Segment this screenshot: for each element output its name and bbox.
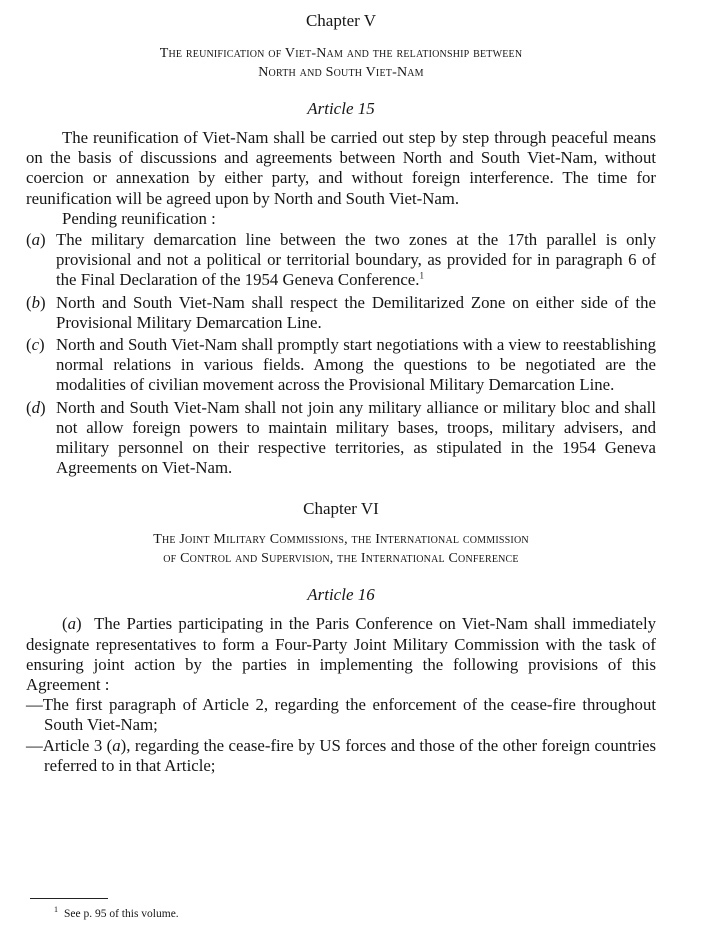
- dash-item-text-start: Article 3 (: [42, 735, 113, 755]
- article-15-heading: Article 15: [307, 99, 375, 118]
- chapter-6-heading: Chapter VI: [303, 499, 379, 519]
- paragraph-text: The Parties participating in the Paris Conference on Viet-Nam shall immediately designate representatives to form a Four-Party Joint Military Commission with the task of ensuring joint action by the parties in implementing the following provisions of this Agreement :: [26, 614, 657, 695]
- article-15-pending: Pending reunification :: [62, 208, 216, 228]
- footnote-text: See p. 95 of this volume.: [64, 908, 179, 920]
- chapter-6-title-line-1: The Joint Military Commissions, the International commission: [153, 532, 529, 548]
- chapter-5-title-line-1: The reunification of Viet-Nam and the relationship between: [159, 46, 523, 61]
- article-16-heading: Article 16: [307, 585, 375, 605]
- document-page: [26, 10, 656, 776]
- chapter-5-heading: Chapter V: [305, 11, 377, 30]
- article-15-item-b: [26, 293, 656, 333]
- dash-item-label: a: [112, 735, 121, 755]
- item-label: (a): [26, 230, 46, 250]
- footnote-mark: 1: [54, 905, 58, 915]
- article-16-dash-item-1: —The first paragraph of Article 2, regarding the enforcement of the cease-fire throughout South Viet-Nam;: [26, 695, 656, 735]
- item-label: (b): [26, 292, 46, 312]
- article-15-item-c: [26, 335, 656, 396]
- article-15-item-d: [26, 398, 656, 479]
- item-text: North and South Viet-Nam shall promptly start negotiations with a view to reestablishing normal relations in various fields. Among the questions to be negotiated are the modalities of civilian movement across the Provisional Military Demarcation Line.: [56, 335, 656, 395]
- dash-item-text: The first paragraph of Article 2, regarding the enforcement of the cease-fire throughout South Viet-Nam;: [42, 695, 656, 735]
- chapter-6-title-line-2: of Control and Supervision, the International Conference: [163, 551, 519, 567]
- article-16-dash-item-2: —Article 3 (a), regarding the cease-fire by US forces and those of the other foreign countries referred to in that Article;: [26, 735, 656, 775]
- footnote-ref[interactable]: 1: [419, 270, 424, 281]
- item-label: (c): [26, 335, 45, 355]
- paragraph-label: a: [67, 614, 76, 634]
- item-text: North and South Viet-Nam shall not join any military alliance or military bloc and shall not allow foreign powers to maintain military bases, troops, military advisers, and military personnel on their respective territories, as stipulated in the 1954 Geneva Agreements on Viet-Nam.: [56, 397, 656, 478]
- article-15-intro: The reunification of Viet-Nam shall be carried out step by step through peaceful means on the basis of discussions and agreements between North and South Viet-Nam, without coercion or annexation by either party, and without foreign interference. The time for reunification will be agreed upon by North and South Viet-Nam.: [26, 128, 656, 208]
- chapter-5-title-line-2: North and South Viet-Nam: [258, 65, 424, 80]
- item-text: North and South Viet-Nam shall respect the Demilitarized Zone on either side of the Provisional Military Demarcation Line.: [56, 292, 656, 332]
- article-15-item-a: [26, 230, 656, 291]
- item-label: (d): [26, 397, 46, 417]
- item-text: The military demarcation line between the two zones at the 17th parallel is only provisional and not a political or territorial boundary, as provided for in paragraph 6 of the Final Declaration of the 1954 Geneva Conference.: [56, 230, 656, 290]
- article-16-paragraph-a: (a) The Parties participating in the Paris Conference on Viet-Nam shall immediately designate representatives to form a Four-Party Joint Military Commission with the task of ensuring joint action by the parties in implementing the following provisions of this Agreement :: [26, 614, 657, 695]
- dash-item-text-end: ), regarding the cease-fire by US forces and those of the other foreign countries referred to in that Article;: [44, 735, 656, 775]
- footnote-divider: [30, 898, 108, 899]
- footnote: [54, 907, 179, 921]
